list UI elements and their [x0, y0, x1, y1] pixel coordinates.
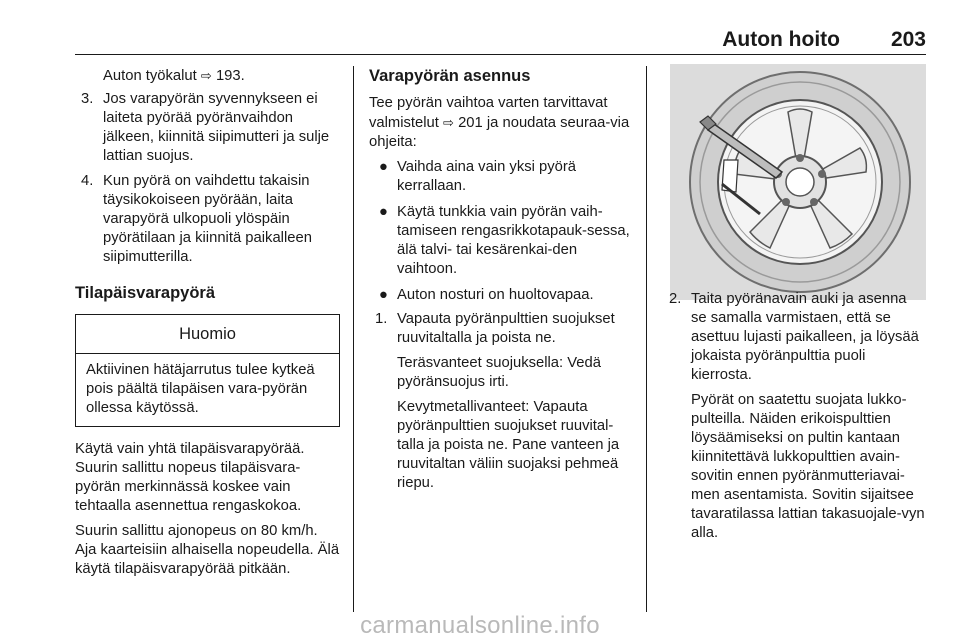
page-reference[interactable]: 193.: [215, 68, 245, 84]
bullet-text: Vaihda aina vain yksi pyörä kerrallaan.: [397, 159, 577, 194]
list-item-number: 1.: [375, 311, 388, 327]
bullet-text: Auton nosturi on huoltovapaa.: [397, 287, 594, 303]
bullet-text: Käytä tunkkia vain pyörän vaih-tamiseen rengasrikkotapauk-sessa, älä talvi- tai kesärenkai-den vaihtoon.: [397, 204, 630, 277]
section-heading: Tilapäisvarapyörä: [75, 284, 216, 302]
intro-text: 201 ja noudata seuraa-via ohjeita:: [369, 115, 630, 150]
list-item-subparagraph: Teräsvanteet suojuksella: Vedä pyöränsuojus irti.: [397, 355, 601, 390]
bullet-icon: ●: [379, 159, 388, 175]
list-item-text: Kun pyörä on vaihdettu takaisin täysikokoiseen pyörään, laita varapyörä ulkopuoli ylöspäin pyörätilaan ja kiinnitä paikalleen siipimutterilla.: [103, 173, 312, 265]
bullet-icon: ●: [379, 287, 388, 303]
wheel-illustration: [670, 64, 926, 300]
list-item: [75, 90, 340, 166]
column-divider-right: [646, 66, 647, 612]
column-divider-left: [353, 66, 354, 612]
wheel-drawing: [670, 64, 926, 300]
list-item-subparagraph: Kevytmetallivanteet: Vapauta pyöränpulttien suojukset ruuvital-talla ja poista ne. Pane vanteen ja ruuvitaltan väliin suojaksi pehmeä riepu.: [397, 399, 620, 491]
intro-text: Tee pyörän vaihtoa varten tarvittavat valmistelut: [369, 95, 608, 131]
continued-line: [75, 66, 340, 86]
list-item-number: 3.: [81, 91, 94, 107]
paragraph: Suurin sallittu ajonopeus on 80 km/h. Aja kaarteisiin alhaisella nopeudella. Älä käytä tilapäisvarapyörää pitkään.: [75, 523, 340, 577]
bullet-item: [369, 286, 633, 305]
bullet-item: [369, 203, 633, 279]
bullet-icon: ●: [379, 204, 388, 220]
list-item-number: 4.: [81, 173, 94, 189]
cross-reference-arrow-icon: ⇨: [443, 115, 454, 130]
wheel-hub: [774, 154, 826, 208]
section-heading: Varapyörän asennus: [369, 67, 531, 85]
running-header-title: Auton hoito: [722, 28, 840, 51]
list-item-text: Taita pyöränavain auki ja asenna se samalla varmistaen, että se asettuu lujasti paikalleen, ja löysää jokaista pyöränpulttia puoli kierrosta.: [691, 291, 919, 383]
bullet-item: [369, 158, 633, 196]
list-item: [663, 290, 926, 543]
paragraph: Käytä vain yhtä tilapäisvarapyörää. Suurin sallittu nopeus tilapäisvara-pyörän merkinnässä koskee vain tehtaalla asennettua rengaskokoa.: [75, 441, 305, 514]
page-number: 203: [890, 28, 926, 51]
header-rule: [75, 54, 926, 55]
caution-body: Aktiivinen hätäjarrutus tulee kytkeä pois päältä tilapäisen vara-pyörän ollessa käytössä.: [86, 362, 315, 416]
list-item-subparagraph: Pyörät on saatettu suojata lukko-pulteilla. Näiden erikoispulttien löysäämiseksi on pultin kantaan kiinnitettävä lukkopulttien avain-sovitin ennen pyöränmutteriavai-men asentamista. Sovitin sijaitsee tavaratilassa lattian takasuojale-vyn alla.: [691, 392, 925, 541]
left-column: [75, 66, 340, 579]
cross-reference-arrow-icon: ⇨: [200, 68, 212, 83]
continued-line-text: Auton työkalut: [103, 68, 197, 84]
list-item-text: Jos varapyörän syvennykseen ei laiteta pyörää pyöränvaihdon jälkeen, kiinnitä siipimutteri ja sulje lattian suojus.: [103, 91, 330, 164]
list-item: [369, 310, 633, 493]
list-item-number: 2.: [669, 291, 682, 307]
list-item: [75, 172, 340, 267]
middle-column: [369, 66, 633, 493]
watermark: carmanualsonline.info: [360, 612, 600, 639]
right-column: [663, 290, 926, 543]
intro-paragraph: [369, 94, 633, 152]
caution-box: [75, 314, 340, 427]
caution-title: Huomio: [76, 315, 339, 354]
list-item-text: Vapauta pyöränpulttien suojukset ruuvitaltalla ja poista ne.: [397, 311, 615, 346]
